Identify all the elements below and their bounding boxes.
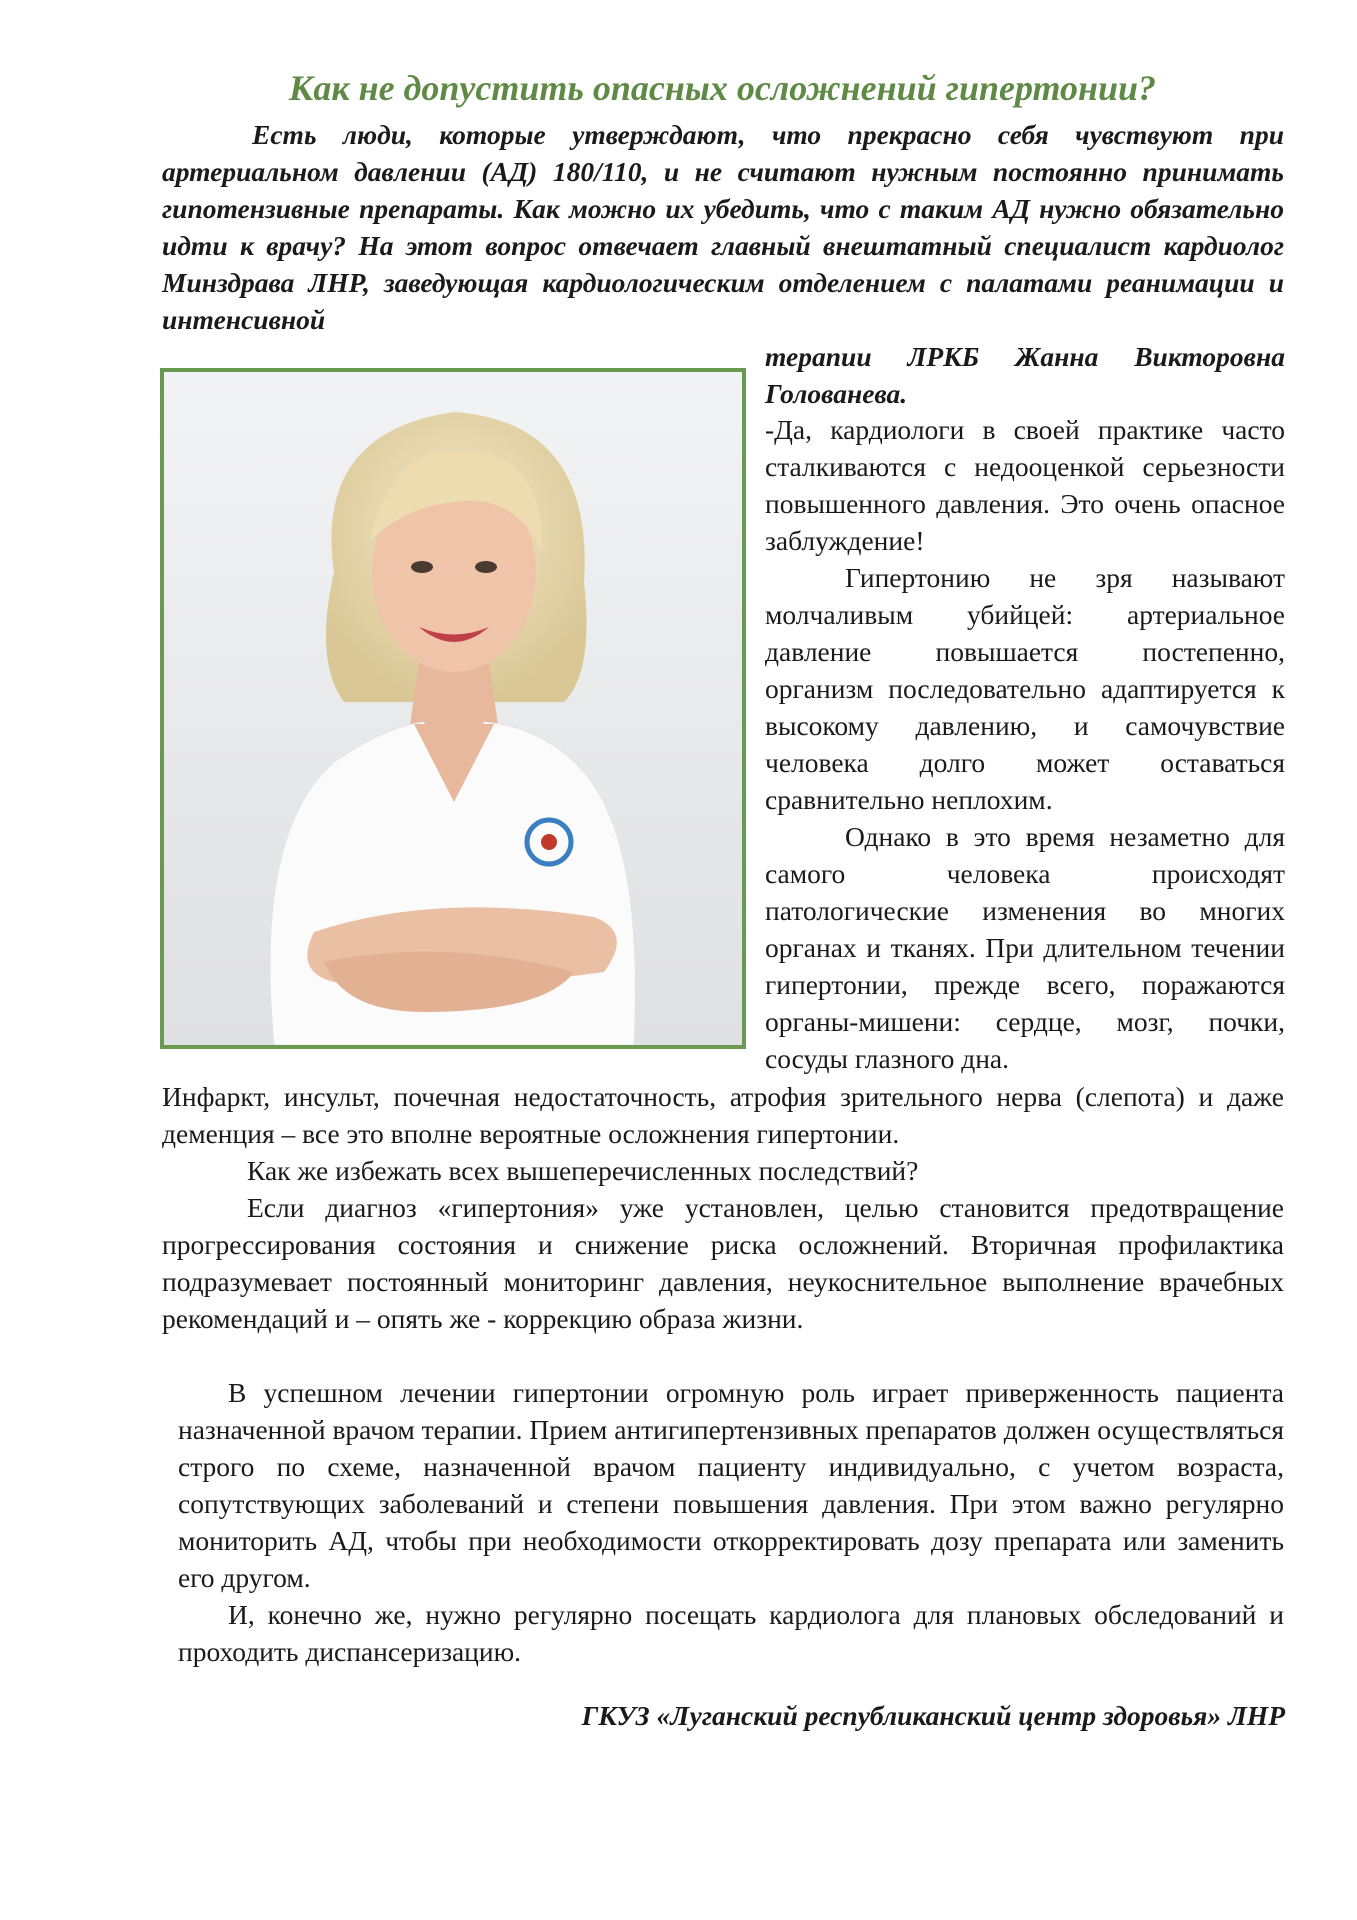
intro-text: Есть люди, которые утверждают, что прекрасно себя чувствуют при артериальном давлении (АД) 180/110, и не считают нужным постоянно принимать гипотензивные препараты. Как можно их убедить, что с таким АД нужно обязательно идти к врачу? На этот вопрос отвечает главный внештатный специалист кардиолог Минздрава ЛНР, заведующая кардиологическим отделением с палатами реанимации и интенсивной (162, 119, 1284, 335)
right-column (765, 411, 1285, 1077)
article-title: Как не допустить опасных осложнений гипертонии? (288, 68, 1157, 108)
paragraph-3: Однако в это время незаметно для самого человека происходят патологические изменения во многих органах и тканях. При длительном течении гипертонии, прежде всего, поражаются органы-мишени: сердце, мозг, почки, сосуды глазного дна. (765, 821, 1285, 1074)
paragraph-5: В успешном лечении гипертонии огромную роль играет приверженность пациента назначенной врачом терапии. Прием антигипертензивных препаратов должен осуществляться строго по схеме, назначенной врачом пациенту индивидуально, с учетом возраста, сопутствующих заболеваний и степени повышения давления. При этом важно регулярно мониторить АД, чтобы при необходимости откорректировать дозу препарата или заменить его другом. (178, 1377, 1284, 1593)
paragraph-1: -Да, кардиологи в своей практике часто сталкиваются с недооценкой серьезности повышенного давления. Это очень опасное заблуждение! (765, 414, 1285, 556)
signature: ГКУЗ «Луганский республиканский центр здоровья» ЛНР (581, 1700, 1285, 1731)
paragraph-continuation: Инфаркт, инсульт, почечная недостаточность, атрофия зрительного нерва (слепота) и даже деменция – все это вполне вероятные осложнения гипертонии. (162, 1081, 1284, 1149)
intro-paragraph (162, 116, 1284, 338)
paragraph-4: Если диагноз «гипертония» уже установлен, целью становится предотвращение прогрессирования состояния и снижение риска осложнений. Вторичная профилактика подразумевает постоянный мониторинг давления, неукоснительное выполнение врачебных рекомендаций и – опять же - коррекцию образа жизни. (162, 1192, 1284, 1334)
intro-continuation: терапии ЛРКБ Жанна Викторовна Голованева. (765, 341, 1285, 409)
body-text (162, 1078, 1284, 1337)
paragraph-2: Гипертонию не зря называют молчаливым убийцей: артериальное давление повышается постепенно, организм последовательно адаптируется к высокому давлению, и самочувствие человека долго может оставаться сравнительно неплохим. (765, 562, 1285, 815)
question-paragraph: Как же избежать всех вышеперечисленных последствий? (247, 1155, 919, 1186)
body-text-2 (178, 1374, 1284, 1670)
portrait-illustration (164, 372, 742, 1045)
paragraph-6: И, конечно же, нужно регулярно посещать кардиолога для плановых обследований и проходить диспансеризацию. (178, 1599, 1284, 1667)
portrait-photo (160, 368, 746, 1049)
